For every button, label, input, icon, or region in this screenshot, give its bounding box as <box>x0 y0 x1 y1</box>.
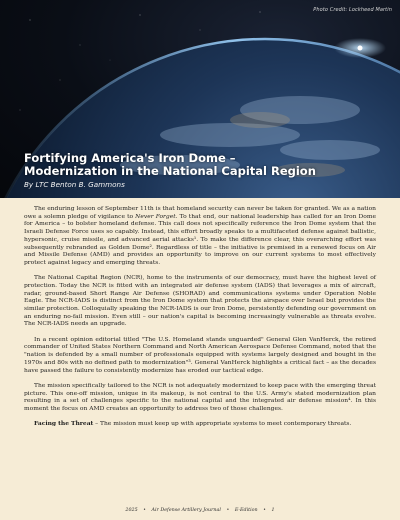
article-title-line-2: Modernization in the National Capital Region <box>24 164 316 178</box>
photo-credit: Photo Credit: Lockheed Martin <box>313 7 392 13</box>
footer-edition: E-Edition <box>234 508 258 513</box>
footer-separator: • <box>226 508 230 513</box>
paragraph-4: The mission specifically tailored to the NCR is not adequately modernized to keep pace with the emerging threat picture. This one-off mission, unique in its makeup, is not central to the U.S. Army's stated modernization plan resulting in a set of challenges specific to the national capital and the integrated air defense mission⁴. In this moment the focus on AMD creates an opportunity to address two of those challenges. <box>24 381 376 412</box>
footer-page-number: 1 <box>271 508 275 513</box>
paragraph-3: In a recent opinion editorial titled "The U.S. Homeland stands unguarded" General Glen VanHerck, the retired commander of United States Northern Command and North American Aerospace Defense Command, noted that the "nation is defended by a small number of professionals equipped with systems largely designed and bought in the 1970s and 80s with no defined path to modernization"³. General VanHerck highlights a critical fact – as the decades have passed the failure to consistently modernize has eroded our tactical edge. <box>24 335 376 374</box>
paragraph-2: The National Capital Region (NCR), home to the instruments of our democracy, must have the highest level of protection. Today the NCR is fitted with an integrated air defense system (IADS) that leverages a mix of aircraft, radar, ground-based Short Range Air Defense (SHORAD) and communications systems under Operation Noble Eagle. The NCR-IADS is distinct from the Iron Dome system that protects the airspace over Israel but provides the similar protection. Colloquially speaking the NCR-IADS is our Iron Dome, persistently defending our government on an enduring no-fail mission. Even still – our nation's capital is becoming increasingly vulnerable as threats evolve. The NCR-IADS needs an upgrade. <box>24 274 376 328</box>
paragraph-1 <box>24 205 376 267</box>
footer-journal: Air Defense Artillery Journal <box>151 508 221 513</box>
byline: By LTC Benton B. Gammons <box>24 180 125 189</box>
paragraph-1-emphasis: Never Forget <box>135 212 176 220</box>
page-footer <box>0 508 400 513</box>
paragraph-1-text-a: The enduring lesson of September 11th is that homeland security can never be taken for granted. We as a nation owe a solemn pledge of vigilance to <box>24 205 376 220</box>
footer-year: 2025 <box>125 508 138 513</box>
footer-separator: • <box>263 508 266 513</box>
hero-image <box>0 0 400 198</box>
paragraph-5-lead: Facing the Threat <box>34 420 94 428</box>
paragraph-5-text: – The mission must keep up with appropriate systems to meet contemporary threats. <box>93 420 352 428</box>
article-body <box>24 205 376 436</box>
title-block <box>24 152 384 189</box>
paragraph-1-text-b: . To that end, our national leadership has called for an Iron Dome for America – to bolster homeland defense. This call does not specifically reference the Iron Dome system that the Israeli Defense Force uses so capably. Instead, this effort broadly speaks to a multifaceted defense against ballistic, hypersonic, cruise missile, and advanced aerial attacks¹. To make the difference clear, this overarching effort was subsequently rebranded as Golden Dome². Regardless of title – the initiative is premised in a renewed focus on Air and Missile Defense (AMD) and provides an opportunity to improve on our current systems to most effectively protect against legacy and emerging threats. <box>24 212 376 266</box>
footer-separator: • <box>143 508 147 513</box>
paragraph-5 <box>24 420 376 428</box>
article-title-line-1: Fortifying America's Iron Dome – <box>24 151 236 165</box>
